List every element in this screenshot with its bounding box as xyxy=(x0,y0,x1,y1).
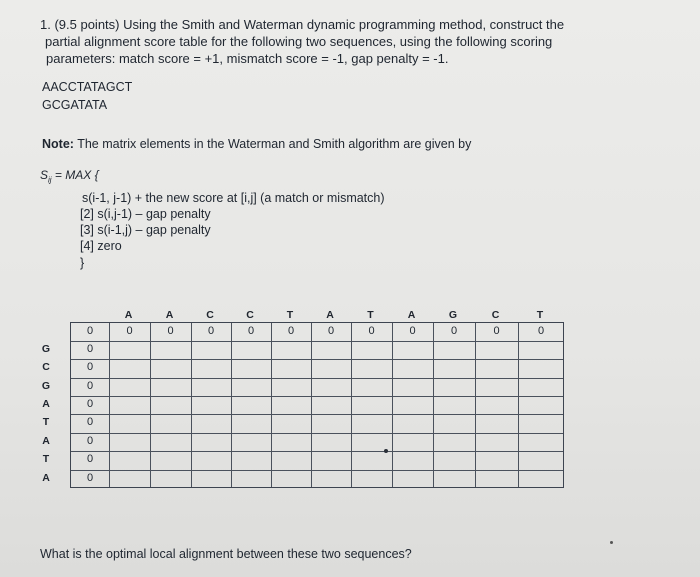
empty-score-cell[interactable] xyxy=(475,378,518,396)
empty-score-cell[interactable] xyxy=(311,341,351,359)
empty-score-cell[interactable] xyxy=(475,470,518,488)
empty-score-cell[interactable] xyxy=(311,451,351,470)
score-cell[interactable]: 0 xyxy=(167,325,174,337)
empty-score-cell[interactable] xyxy=(311,414,351,433)
formula-rule-1: s(i-1, j-1) + the new score at [i,j] (a match or mismatch) xyxy=(82,191,385,205)
empty-score-cell[interactable] xyxy=(109,378,150,396)
empty-score-cell[interactable] xyxy=(392,396,433,414)
empty-score-cell[interactable] xyxy=(191,414,231,433)
empty-score-cell[interactable] xyxy=(433,359,475,378)
pen-dot xyxy=(384,449,388,453)
column-header-letter: G xyxy=(448,309,458,321)
empty-score-cell[interactable] xyxy=(271,433,311,451)
score-cell[interactable]: 0 xyxy=(247,325,255,337)
score-cell[interactable]: 0 xyxy=(86,325,94,337)
empty-score-cell[interactable] xyxy=(351,341,392,359)
note-text: The matrix elements in the Waterman and Smith algorithm are given by xyxy=(73,137,472,151)
empty-score-cell[interactable] xyxy=(150,414,191,433)
empty-score-cell[interactable] xyxy=(351,378,392,396)
empty-score-cell[interactable] xyxy=(109,414,150,433)
row-header-letter: A xyxy=(42,398,50,410)
score-cell[interactable]: 0 xyxy=(537,325,545,337)
formula-rule-2: [2] s(i,j-1) – gap penalty xyxy=(80,207,211,221)
empty-score-cell[interactable] xyxy=(271,341,311,359)
formula-closing-brace: } xyxy=(80,256,85,270)
empty-score-cell[interactable] xyxy=(231,378,271,396)
score-cell[interactable]: 0 xyxy=(368,325,375,337)
empty-score-cell[interactable] xyxy=(109,359,150,378)
empty-score-cell[interactable] xyxy=(433,451,475,470)
formula-s: S xyxy=(40,168,49,182)
column-header-letter: C xyxy=(206,309,214,321)
formula-header xyxy=(40,168,99,184)
empty-score-cell[interactable] xyxy=(191,433,231,451)
empty-score-cell[interactable] xyxy=(475,451,518,470)
empty-score-cell[interactable] xyxy=(150,396,191,414)
empty-score-cell[interactable] xyxy=(311,359,351,378)
paper-speck xyxy=(610,541,613,544)
empty-score-cell[interactable] xyxy=(518,359,564,378)
score-cell[interactable]: 0 xyxy=(86,416,94,428)
empty-score-cell[interactable] xyxy=(109,433,150,451)
row-header-letter: T xyxy=(42,416,50,428)
question-line-2: partial alignment score table for the following two sequences, using the following scoring xyxy=(45,34,553,49)
empty-score-cell[interactable] xyxy=(433,470,475,488)
empty-score-cell[interactable] xyxy=(351,451,392,470)
empty-score-cell[interactable] xyxy=(392,341,433,359)
empty-score-cell[interactable] xyxy=(475,341,518,359)
empty-score-cell[interactable] xyxy=(311,433,351,451)
empty-score-cell[interactable] xyxy=(518,433,564,451)
question-line-3: parameters: match score = +1, mismatch score = -1, gap penalty = -1. xyxy=(46,51,449,66)
empty-score-cell[interactable] xyxy=(518,378,564,396)
note-line xyxy=(42,137,471,151)
empty-score-cell[interactable] xyxy=(191,341,231,359)
row-header-letter: A xyxy=(42,435,50,447)
empty-score-cell[interactable] xyxy=(271,470,311,488)
score-cell[interactable]: 0 xyxy=(409,325,416,337)
score-cell[interactable]: 0 xyxy=(207,325,215,337)
empty-score-cell[interactable] xyxy=(311,378,351,396)
score-cell[interactable]: 0 xyxy=(86,380,94,392)
empty-score-cell[interactable] xyxy=(392,378,433,396)
empty-score-cell[interactable] xyxy=(191,359,231,378)
empty-score-cell[interactable] xyxy=(231,470,271,488)
empty-score-cell[interactable] xyxy=(392,359,433,378)
empty-score-cell[interactable] xyxy=(518,396,564,414)
empty-score-cell[interactable] xyxy=(231,396,271,414)
score-cell[interactable]: 0 xyxy=(327,325,335,337)
empty-score-cell[interactable] xyxy=(475,396,518,414)
score-cell[interactable]: 0 xyxy=(86,343,94,355)
note-label: Note: xyxy=(42,137,74,151)
score-cell[interactable]: 0 xyxy=(86,472,94,484)
column-header-letter: A xyxy=(124,309,133,321)
empty-score-cell[interactable] xyxy=(191,396,231,414)
score-table xyxy=(70,322,564,488)
column-header-letter: T xyxy=(536,309,544,321)
formula-rule-4: [4] zero xyxy=(80,239,122,253)
score-cell[interactable]: 0 xyxy=(86,453,94,465)
row-header-letter: G xyxy=(41,343,51,355)
empty-score-cell[interactable] xyxy=(518,470,564,488)
empty-score-cell[interactable] xyxy=(109,396,150,414)
empty-score-cell[interactable] xyxy=(351,396,392,414)
empty-score-cell[interactable] xyxy=(109,470,150,488)
empty-score-cell[interactable] xyxy=(475,414,518,433)
question-line-1: 1. (9.5 points) Using the Smith and Waterman dynamic programming method, construct the xyxy=(40,17,565,32)
empty-score-cell[interactable] xyxy=(518,451,564,470)
score-cell[interactable]: 0 xyxy=(86,435,94,447)
formula-subscript: ij xyxy=(48,175,52,185)
empty-score-cell[interactable] xyxy=(433,433,475,451)
score-cell[interactable]: 0 xyxy=(86,361,94,373)
empty-score-cell[interactable] xyxy=(150,433,191,451)
empty-score-cell[interactable] xyxy=(475,359,518,378)
empty-score-cell[interactable] xyxy=(351,470,392,488)
empty-score-cell[interactable] xyxy=(351,414,392,433)
empty-score-cell[interactable] xyxy=(271,378,311,396)
empty-score-cell[interactable] xyxy=(518,414,564,433)
empty-score-cell[interactable] xyxy=(475,433,518,451)
empty-score-cell[interactable] xyxy=(191,451,231,470)
score-cell[interactable]: 0 xyxy=(86,398,94,410)
score-cell[interactable]: 0 xyxy=(287,325,295,337)
empty-score-cell[interactable] xyxy=(392,451,433,470)
empty-score-cell[interactable] xyxy=(433,341,475,359)
empty-score-cell[interactable] xyxy=(351,359,392,378)
sequence-2: GCGATATA xyxy=(42,98,108,112)
formula-rule-3: [3] s(i-1,j) – gap penalty xyxy=(80,223,211,237)
column-header-letter: A xyxy=(407,309,416,321)
empty-score-cell[interactable] xyxy=(392,470,433,488)
empty-score-cell[interactable] xyxy=(150,341,191,359)
score-cell[interactable]: 0 xyxy=(493,325,500,337)
empty-score-cell[interactable] xyxy=(271,414,311,433)
empty-score-cell[interactable] xyxy=(150,470,191,488)
empty-score-cell[interactable] xyxy=(518,341,564,359)
empty-score-cell[interactable] xyxy=(150,359,191,378)
empty-score-cell[interactable] xyxy=(231,433,271,451)
row-header-letter: A xyxy=(42,472,50,484)
empty-score-cell[interactable] xyxy=(433,396,475,414)
footer-question: What is the optimal local alignment between these two sequences? xyxy=(40,547,412,561)
score-cell[interactable]: 0 xyxy=(450,325,458,337)
column-header-letter: T xyxy=(286,309,294,321)
row-header-letter: C xyxy=(42,361,50,373)
empty-score-cell[interactable] xyxy=(392,433,433,451)
empty-score-cell[interactable] xyxy=(392,414,433,433)
empty-score-cell[interactable] xyxy=(231,414,271,433)
empty-score-cell[interactable] xyxy=(150,378,191,396)
empty-score-cell[interactable] xyxy=(433,378,475,396)
empty-score-cell[interactable] xyxy=(271,359,311,378)
empty-score-cell[interactable] xyxy=(150,451,191,470)
empty-score-cell[interactable] xyxy=(231,451,271,470)
empty-score-cell[interactable] xyxy=(271,396,311,414)
empty-score-cell[interactable] xyxy=(109,451,150,470)
sequence-1: AACCTATAGCT xyxy=(42,80,133,94)
empty-score-cell[interactable] xyxy=(271,451,311,470)
empty-score-cell[interactable] xyxy=(311,396,351,414)
column-header-letter: C xyxy=(246,309,254,321)
score-cell[interactable]: 0 xyxy=(126,325,133,337)
row-header-letter: G xyxy=(41,380,51,392)
empty-score-cell[interactable] xyxy=(191,470,231,488)
column-header-letter: T xyxy=(367,309,374,321)
empty-score-cell[interactable] xyxy=(109,341,150,359)
empty-score-cell[interactable] xyxy=(231,341,271,359)
empty-score-cell[interactable] xyxy=(231,359,271,378)
column-header-letter: A xyxy=(165,309,174,321)
formula-max: = MAX { xyxy=(51,168,99,182)
column-header-letter: C xyxy=(491,309,500,321)
row-header-letter: T xyxy=(42,453,50,465)
empty-score-cell[interactable] xyxy=(311,470,351,488)
empty-score-cell[interactable] xyxy=(433,414,475,433)
empty-score-cell[interactable] xyxy=(191,378,231,396)
column-header-letter: A xyxy=(326,309,334,321)
